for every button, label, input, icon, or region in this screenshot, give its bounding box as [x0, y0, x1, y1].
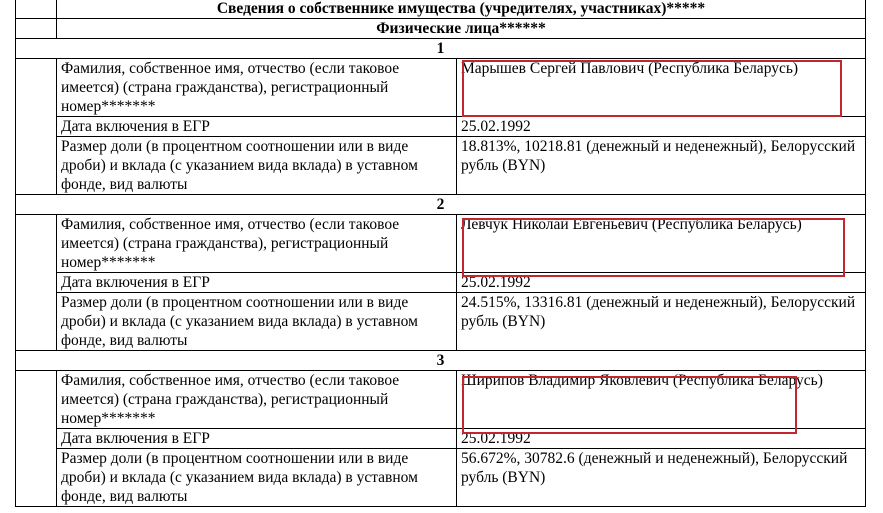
date-value: 25.02.1992 [457, 429, 866, 449]
row-spacer [16, 215, 57, 351]
table-row [16, 371, 866, 429]
table-row [16, 293, 866, 351]
date-label: Дата включения в ЕГР [57, 429, 457, 449]
name-label: Фамилия, собственное имя, отчество (если таковое имеется) (страна гражданства), регистрационный номер******* [57, 371, 457, 429]
person-number-row [16, 195, 866, 215]
table-row [16, 137, 866, 195]
name-label: Фамилия, собственное имя, отчество (если таковое имеется) (страна гражданства), регистрационный номер******* [57, 59, 457, 117]
name-value: Марышев Сергей Павлович (Республика Беларусь) [457, 59, 866, 117]
section-title: Сведения о собственнике имущества (учредителях, участниках)***** [57, 0, 866, 19]
table-row [16, 273, 866, 293]
row-spacer [16, 59, 57, 195]
subtitle-row [16, 19, 866, 39]
owners-table [15, 0, 866, 507]
table-row [16, 429, 866, 449]
share-label: Размер доли (в процентном соотношении или в виде дроби) и вклада (с указанием вида вклада) в уставном фонде, вид валюты [57, 293, 457, 351]
row-spacer [16, 371, 57, 507]
share-value: 56.672%, 30782.6 (денежный и неденежный), Белорусский рубль (BYN) [457, 449, 866, 507]
section-subtitle: Физические лица****** [57, 19, 866, 39]
person-number-row [16, 351, 866, 371]
share-label: Размер доли (в процентном соотношении или в виде дроби) и вклада (с указанием вида вклада) в уставном фонде, вид валюты [57, 137, 457, 195]
name-label: Фамилия, собственное имя, отчество (если таковое имеется) (страна гражданства), регистрационный номер******* [57, 215, 457, 273]
person-number-row [16, 39, 866, 59]
table-row [16, 449, 866, 507]
share-value: 24.515%, 13316.81 (денежный и неденежный), Белорусский рубль (BYN) [457, 293, 866, 351]
person-number: 1 [16, 39, 866, 59]
date-value: 25.02.1992 [457, 273, 866, 293]
table-row [16, 59, 866, 117]
name-value: Ширипов Владимир Яковлевич (Республика Беларусь) [457, 371, 866, 429]
date-label: Дата включения в ЕГР [57, 273, 457, 293]
subtitle-row-spacer [16, 19, 57, 39]
title-row-spacer [16, 0, 57, 19]
date-value: 25.02.1992 [457, 117, 866, 137]
share-label: Размер доли (в процентном соотношении или в виде дроби) и вклада (с указанием вида вклада) в уставном фонде, вид валюты [57, 449, 457, 507]
person-number: 2 [16, 195, 866, 215]
table-row [16, 215, 866, 273]
name-value: Левчук Николай Евгеньевич (Республика Беларусь) [457, 215, 866, 273]
share-value: 18.813%, 10218.81 (денежный и неденежный), Белорусский рубль (BYN) [457, 137, 866, 195]
title-row [16, 0, 866, 19]
date-label: Дата включения в ЕГР [57, 117, 457, 137]
person-number: 3 [16, 351, 866, 371]
table-row [16, 117, 866, 137]
